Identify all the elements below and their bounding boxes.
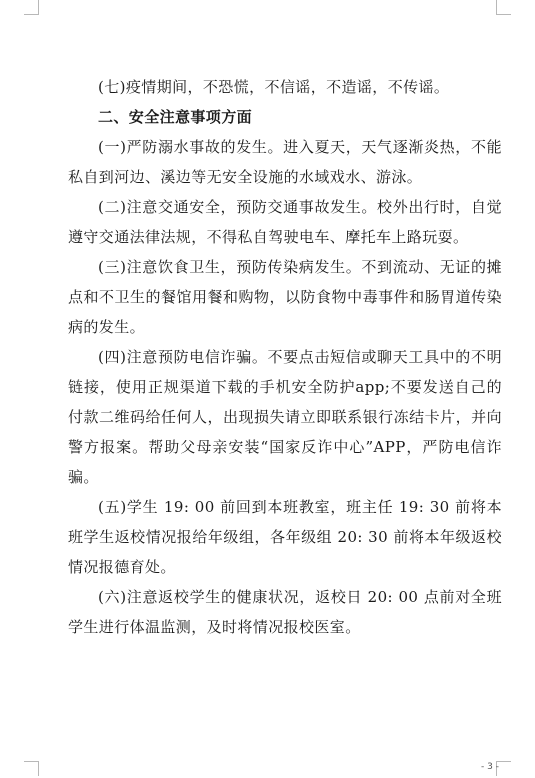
item-seven-paragraph: (七)疫情期间，不恐慌，不信谣，不造谣，不传谣。 xyxy=(98,78,450,96)
item-six-paragraph: (六)注意返校学生的健康状况，返校日 20: 00 点前对全班学生进行体温监测，及时将情况报校医室。 xyxy=(68,588,502,636)
document-body xyxy=(68,72,502,642)
crop-mark-top-left xyxy=(24,0,39,15)
item-five-paragraph: (五)学生 19: 00 前回到本班教室，班主任 19: 30 前将本班学生返校情况报给年级组，各年级组 20: 30 前将本年级返校情况报德育处。 xyxy=(68,498,502,576)
item-four-paragraph: (四)注意预防电信诈骗。不要点击短信或聊天工具中的不明链接，使用正规渠道下载的手机安全防护app;不要发送自己的付款二维码给任何人，出现损失请立即联系银行冻结卡片，并向警方报案。帮助父母亲安装“国家反诈中心”APP，严防电信诈骗。 xyxy=(68,348,502,486)
item-three-paragraph: (三)注意饮食卫生，预防传染病发生。不到流动、无证的摊点和不卫生的餐馆用餐和购物，以防食物中毒事件和肠胃道传染病的发生。 xyxy=(68,258,502,336)
section-heading: 二、安全注意事项方面 xyxy=(98,108,253,126)
crop-mark-bottom-left xyxy=(24,761,39,776)
item-one-paragraph: (一)严防溺水事故的发生。进入夏天，天气逐渐炎热，不能私自到河边、溪边等无安全设施的水域戏水、游泳。 xyxy=(68,138,502,186)
item-two-paragraph: (二)注意交通安全，预防交通事故发生。校外出行时，自觉遵守交通法律法规，不得私自驾驶电车、摩托车上路玩耍。 xyxy=(68,198,502,246)
page-number: - 3 - xyxy=(481,762,499,772)
crop-mark-top-right xyxy=(496,0,511,15)
